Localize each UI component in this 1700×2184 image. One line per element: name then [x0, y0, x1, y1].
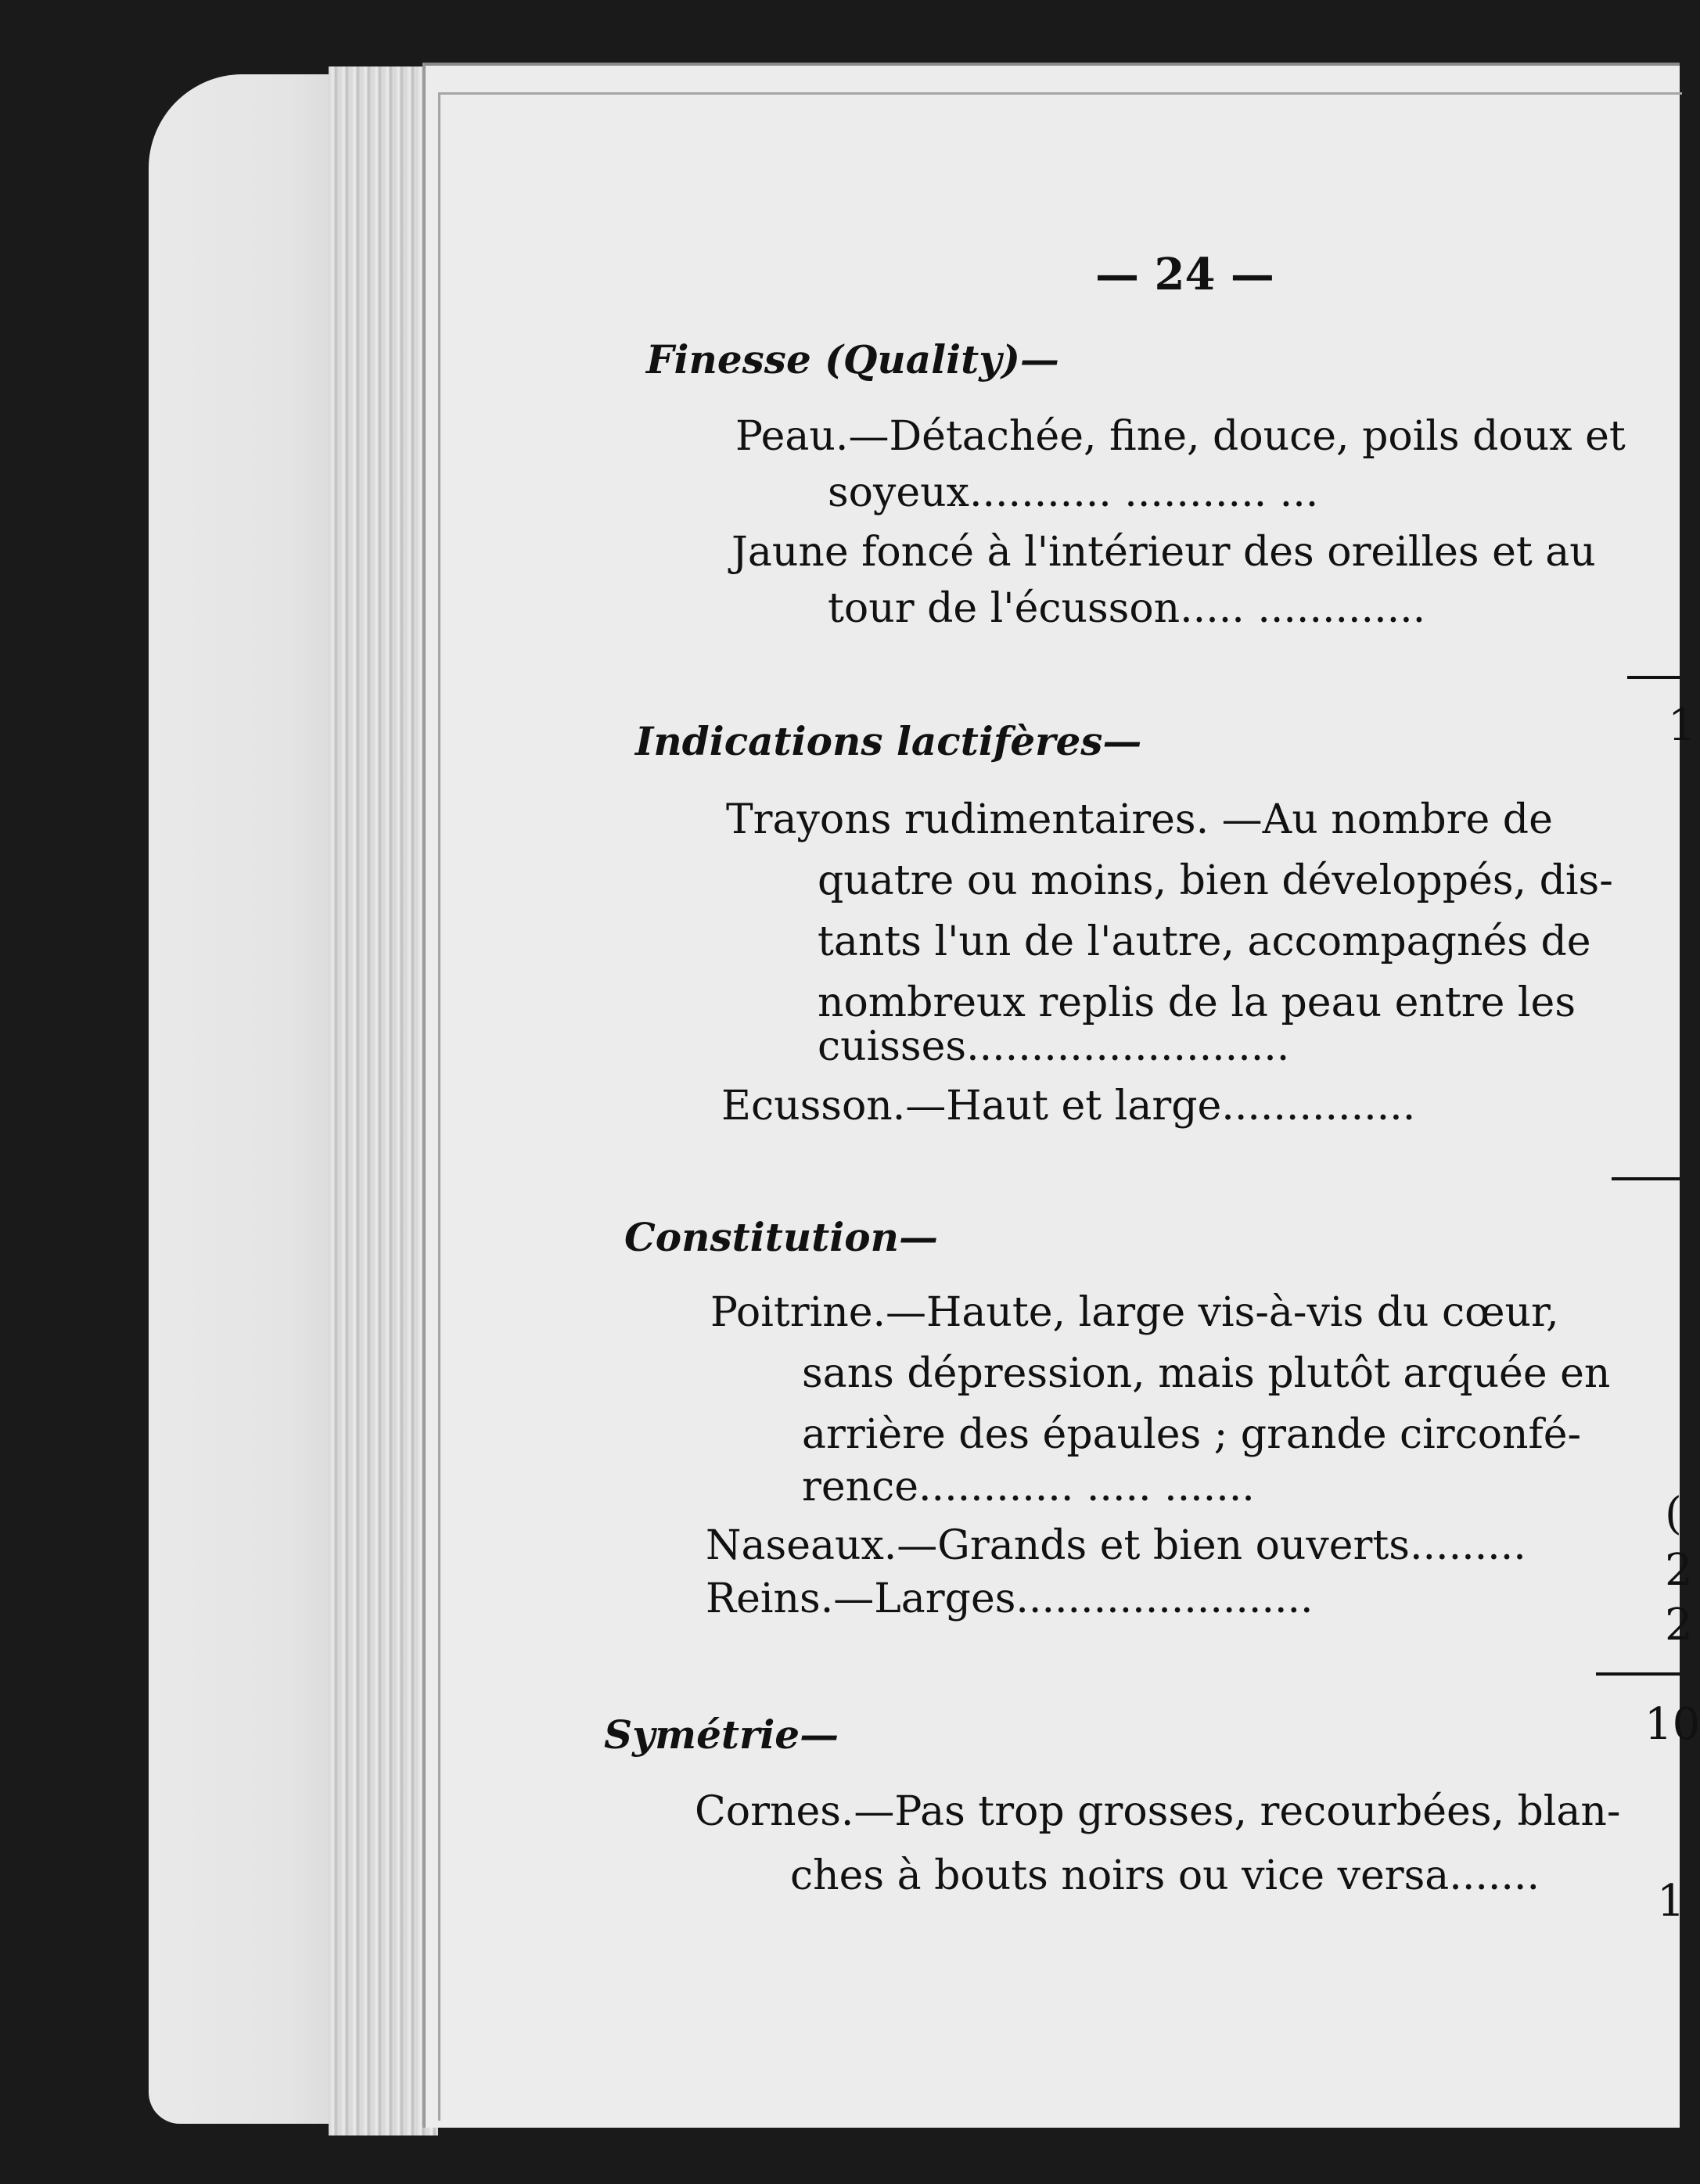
text-line: Ecusson.—Haut et large............... — [721, 1083, 1416, 1130]
text-line: Cornes.—Pas trop grosses, recourbées, blan- — [695, 1788, 1621, 1835]
text-line: ches à bouts noirs ou vice versa....... — [790, 1852, 1540, 1899]
text-line: arrière des épaules ; grande circonfé- — [802, 1411, 1582, 1458]
margin-number: 2 — [1665, 1545, 1693, 1596]
section-heading-constitution: Constitution— — [624, 1214, 938, 1260]
score-rule — [1596, 1672, 1680, 1676]
text-line: tants l'un de l'autre, accompagnés de — [818, 918, 1591, 965]
text-line: Peau.—Détachée, fine, douce, poils doux et — [735, 413, 1626, 460]
text-line: Jaune foncé à l'intérieur des oreilles et au — [731, 529, 1596, 576]
margin-number: 1 — [1657, 1876, 1685, 1927]
text-line: Trayons rudimentaires. —Au nombre de — [726, 796, 1553, 843]
page-number: — 24 — — [1095, 249, 1274, 300]
text-line: quatre ou moins, bien développés, dis- — [818, 857, 1613, 904]
text-line: soyeux........... ........... ... — [828, 469, 1319, 516]
page-edges — [329, 66, 438, 2136]
text-line: Reins.—Larges....................... — [706, 1575, 1314, 1622]
score-rule — [1627, 676, 1680, 679]
text-line: tour de l'écusson..... ............. — [828, 585, 1426, 632]
text-line: rence............ ..... ....... — [802, 1464, 1255, 1510]
text-line: cuisses......................... — [818, 1023, 1290, 1070]
section-heading-symetrie: Symétrie— — [604, 1712, 839, 1758]
text-line: Poitrine.—Haute, large vis-à-vis du cœur, — [710, 1289, 1559, 1336]
text-line: nombreux replis de la peau entre les — [818, 979, 1576, 1026]
text-line: sans dépression, mais plutôt arquée en — [802, 1350, 1611, 1397]
text-line: Naseaux.—Grands et bien ouverts......... — [706, 1522, 1526, 1569]
section-heading-indications: Indications lactifères— — [635, 718, 1142, 764]
score-rule — [1612, 1177, 1680, 1180]
section-heading-finesse: Finesse (Quality)— — [646, 336, 1059, 383]
margin-number: 1 — [1668, 700, 1696, 751]
margin-number: ( — [1665, 1489, 1682, 1539]
margin-number: 2 — [1665, 1600, 1693, 1651]
margin-number: 10 — [1644, 1699, 1700, 1750]
